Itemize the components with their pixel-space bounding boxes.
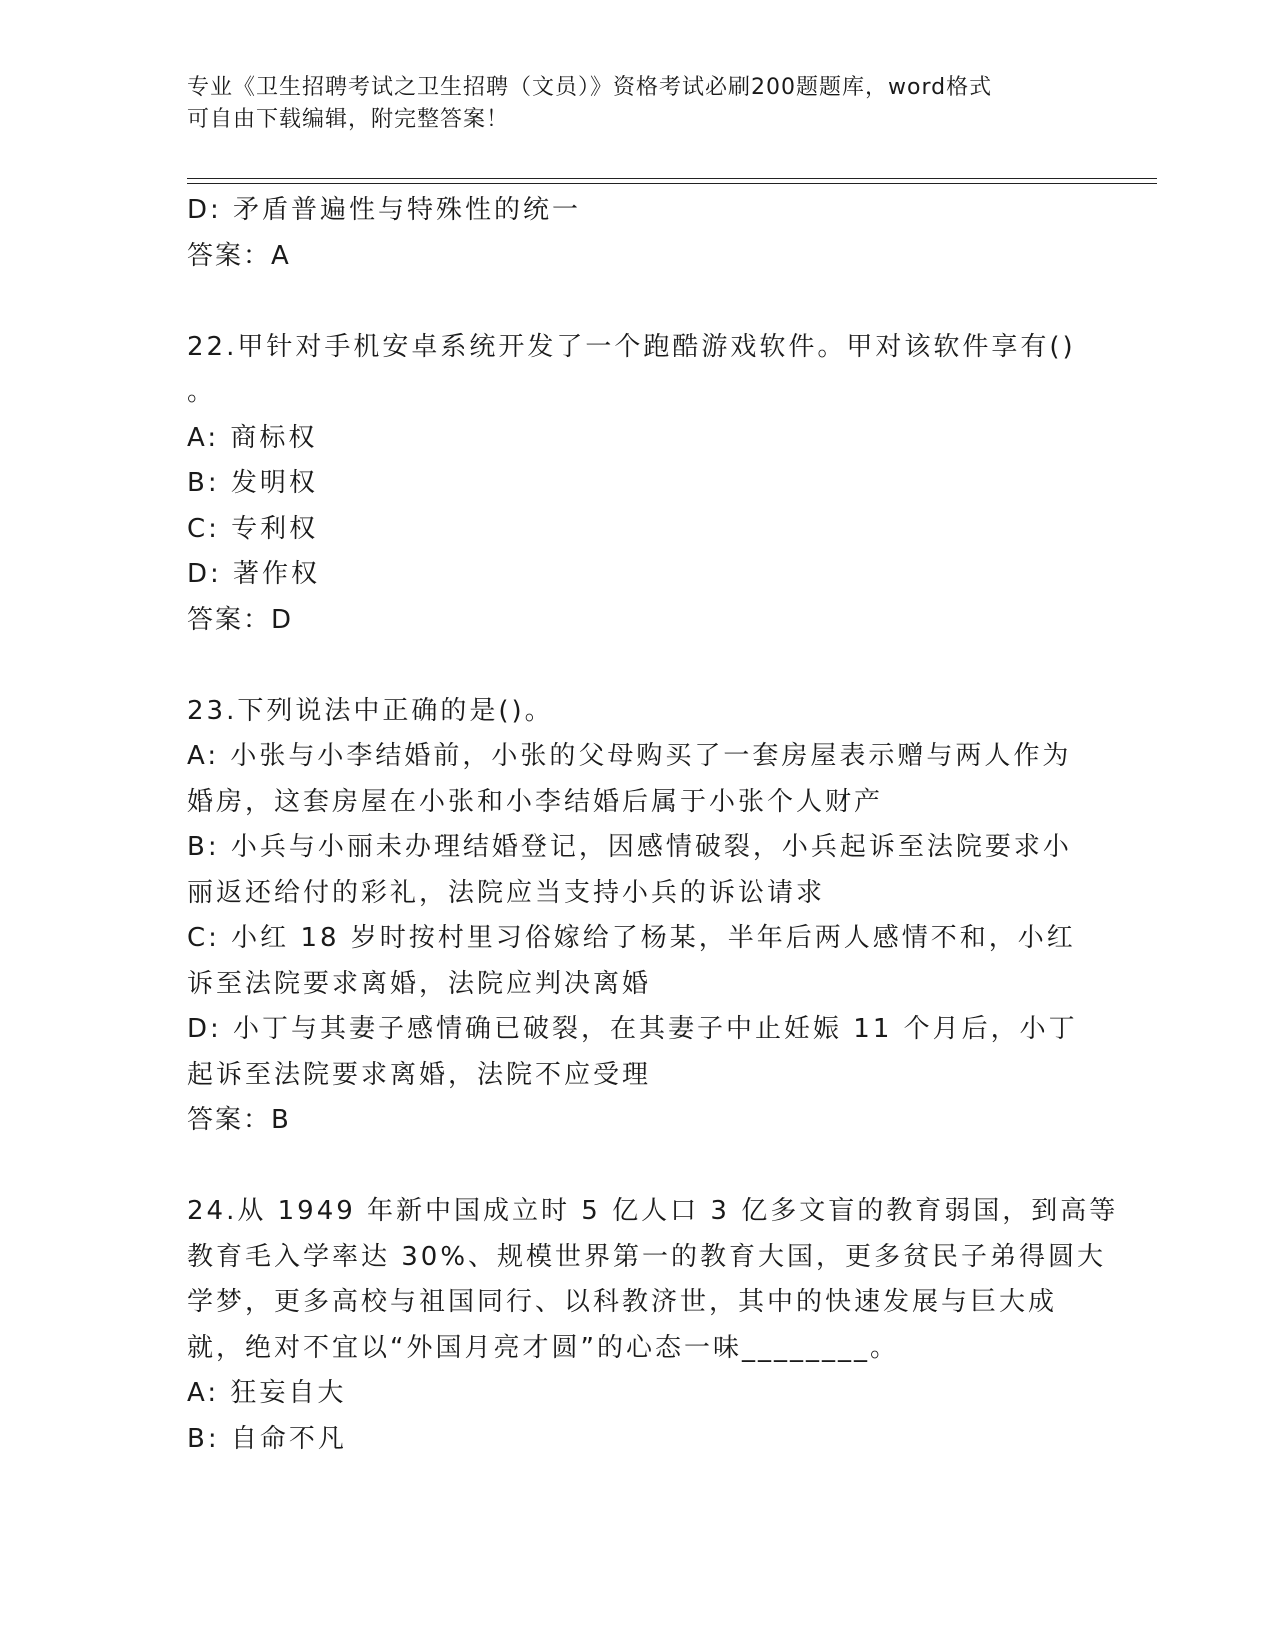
question-stem-line-1: 24.从 1949 年新中国成立时 5 亿人口 3 亿多文盲的教育弱国，到高等 — [187, 1196, 1119, 1226]
option-b: B: 自命不凡 — [187, 1423, 347, 1454]
answer-line: 答案：D — [187, 604, 294, 635]
spacer — [187, 643, 1087, 689]
option-a-line-1: A: 小张与小李结婚前，小张的父母购买了一套房屋表示赠与两人作为 — [187, 741, 1072, 771]
question-stem-line-4: 就，绝对不宜以“外国月亮才圆”的心态一味________。 — [187, 1332, 899, 1363]
question-stem-line-2: 。 — [187, 377, 217, 407]
option-b: B: 发明权 — [187, 468, 318, 498]
header-rule-bottom — [187, 183, 1157, 184]
option-c-line-2: 诉至法院要求离婚，法院应判决离婚 — [187, 968, 652, 999]
option-c-line-1: C: 小红 18 岁时按村里习俗嫁给了杨某，半年后两人感情不和，小红 — [187, 923, 1076, 953]
option-a: A: 商标权 — [187, 422, 318, 453]
question-23 — [187, 689, 1087, 1144]
document-header — [187, 72, 1087, 136]
option-c: C: 专利权 — [187, 513, 319, 544]
question-22 — [187, 325, 1087, 644]
option-b-line-2: 丽返还给付的彩礼，法院应当支持小兵的诉讼请求 — [187, 877, 826, 908]
option-a-line-2: 婚房，这套房屋在小张和小李结婚后属于小张个人财产 — [187, 786, 884, 817]
question-stem-line-1: 22.甲针对手机安卓系统开发了一个跑酷游戏软件。甲对该软件享有() — [187, 331, 1076, 362]
option-d: D: 著作权 — [187, 559, 321, 589]
header-line-2: 可自由下载编辑，附完整答案！ — [187, 107, 510, 132]
question-stem-line-2: 教育毛入学率达 30%、规模世界第一的教育大国，更多贫民子弟得圆大 — [187, 1241, 1107, 1272]
option-b-line-1: B: 小兵与小丽未办理结婚登记，因感情破裂，小兵起诉至法院要求小 — [187, 832, 1072, 862]
question-stem-line-3: 学梦，更多高校与祖国同行、以科教济世，其中的快速发展与巨大成 — [187, 1287, 1058, 1317]
answer-line: 答案：B — [187, 1105, 291, 1135]
option-d-line-2: 起诉至法院要求离婚，法院不应受理 — [187, 1059, 652, 1090]
previous-question-tail — [187, 188, 1087, 279]
header-rule-top — [187, 178, 1157, 179]
option-d-line-1: D: 小丁与其妻子感情确已破裂，在其妻子中止妊娠 11 个月后，小丁 — [187, 1014, 1078, 1044]
option-a: A: 狂妄自大 — [187, 1378, 347, 1408]
question-24 — [187, 1189, 1119, 1462]
spacer — [187, 279, 1087, 325]
question-stem: 23.下列说法中正确的是()。 — [187, 695, 554, 726]
header-line-1: 专业《卫生招聘考试之卫生招聘（文员）》资格考试必刷200题题库，word格式 — [187, 75, 993, 100]
spacer — [187, 1144, 1087, 1190]
option-d: D: 矛盾普遍性与特殊性的统一 — [187, 195, 582, 225]
answer-line: 答案：A — [187, 240, 291, 271]
question-content — [187, 188, 1119, 1462]
